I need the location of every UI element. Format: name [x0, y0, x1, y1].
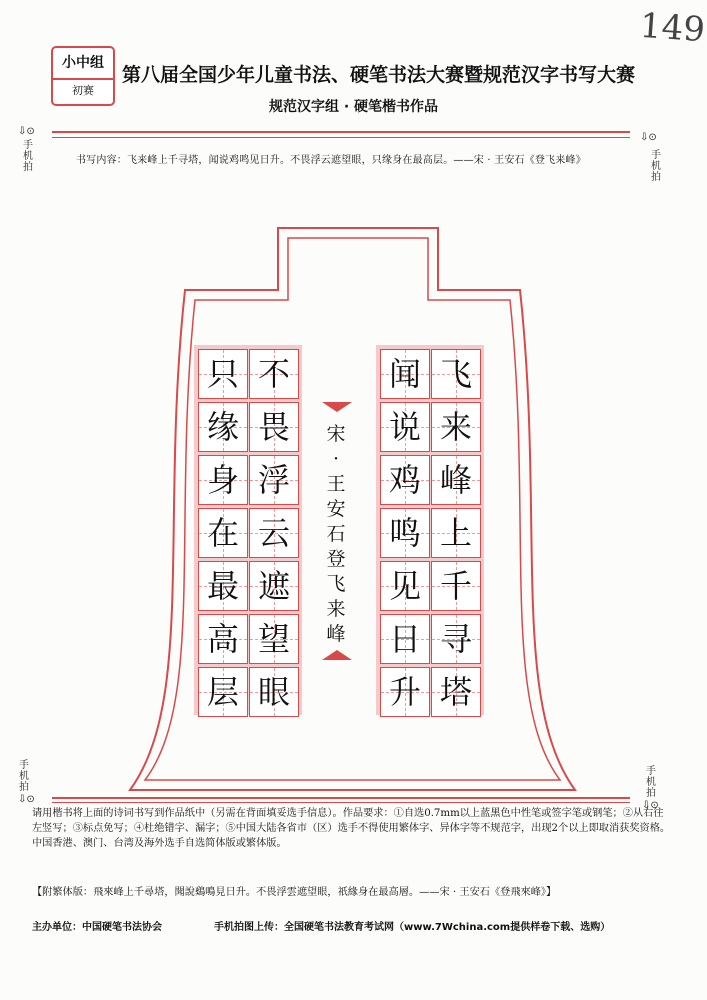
writing-content: 书写内容：飞来峰上千寻塔，闻说鸡鸣见日升。不畏浮云遮望眼，只缘身在最高层。——宋 · 王安石《登飞来峰》 [76, 155, 586, 166]
instructions [32, 806, 672, 851]
grid-cell: 身 [198, 455, 248, 505]
grid-cell: 高 [198, 614, 248, 664]
grid-cell: 上 [431, 508, 481, 558]
grid-cell: 遮 [249, 561, 299, 611]
attribution-char: 安 [326, 498, 346, 520]
grid-cell: 日 [380, 614, 430, 664]
poem-column-1 [431, 349, 481, 720]
grid-cell: 鸣 [380, 508, 430, 558]
attribution-char: 峰 [326, 623, 346, 645]
stage-label: 初赛 [72, 84, 94, 97]
phone-photo-label: 手 机 拍 [651, 150, 661, 183]
attribution-char: 来 [326, 598, 346, 620]
competition-title: 第八届全国少年儿童书法、硬笔书法大赛暨规范汉字书写大赛 [122, 64, 636, 86]
attribution-char: 飞 [326, 573, 346, 595]
organizer: 主办单位：中国硬笔书法协会 [32, 922, 162, 933]
grid-cell: 升 [380, 667, 430, 717]
grid-cell: 浮 [249, 455, 299, 505]
grid-cell: 峰 [431, 455, 481, 505]
grid-cell: 缘 [198, 402, 248, 452]
poem-column-4 [198, 349, 248, 720]
bottom-rule [52, 797, 630, 799]
grid-cell: 塔 [431, 667, 481, 717]
instructions-hk-note: 中国香港、澳门、台湾及海外选手自选简体版或繁体版。 [32, 838, 287, 849]
bottom-rule-inner [52, 802, 630, 803]
grid-cell: 在 [198, 508, 248, 558]
poem-column-3 [249, 349, 299, 720]
phone-photo-label: 手 机 拍 [19, 760, 29, 793]
grid-cell: 眼 [249, 667, 299, 717]
grid-cell: 不 [249, 349, 299, 399]
grid-cell: 最 [198, 561, 248, 611]
grid-cell: 飞 [431, 349, 481, 399]
grid-cell: 只 [198, 349, 248, 399]
grid-cell: 层 [198, 667, 248, 717]
attribution-char: 宋 [326, 423, 346, 445]
camera-icon: ⇩⊙ [642, 800, 659, 811]
grid-cell: 寻 [431, 614, 481, 664]
grid-cell: 来 [431, 402, 481, 452]
grid-cell: 千 [431, 561, 481, 611]
attribution-column [317, 406, 355, 662]
camera-icon: ⇩⊙ [640, 132, 657, 143]
camera-icon: ⇩⊙ [18, 794, 35, 805]
grid-cell: 鸡 [380, 455, 430, 505]
handwritten-page-number: 149 [638, 5, 707, 51]
phone-photo-label: 手 机 拍 [23, 140, 33, 173]
camera-icon: ⇩⊙ [18, 126, 35, 137]
category-subtitle: 规范汉字组 · 硬笔楷书作品 [268, 99, 439, 115]
grid-cell: 望 [249, 614, 299, 664]
poem-column-2 [380, 349, 430, 720]
attribution-char: · [332, 448, 340, 470]
instructions-main: 请用楷书将上面的诗词书写到作品纸中（另需在背面填妥选手信息）。作品要求：①自选0.7mm以上蓝黑色中性笔或签字笔或钢笔；②从右往左竖写；③标点免写；④杜绝错字、漏字；⑤中国大陆各省市（区）选手不得使用繁体字、异体字等不规范字，出现2个以上即取消获奖资格。 [32, 808, 671, 834]
attribution-char: 登 [326, 548, 346, 570]
grid-cell: 见 [380, 561, 430, 611]
attribution-char: 石 [326, 523, 346, 545]
grid-cell: 说 [380, 402, 430, 452]
attribution-text [317, 422, 355, 647]
group-label: 小中组 [53, 48, 113, 80]
grid-cell: 闻 [380, 349, 430, 399]
upload-info: 手机拍图上传：全国硬笔书法教育考试网（www.7Wchina.com提供样卷下载、选购） [214, 922, 611, 933]
grid-cell: 畏 [249, 402, 299, 452]
traditional-version: 【附繁体版：飛來峰上千尋塔，聞說鷄鳴見日升。不畏浮雲遮望眼，祇緣身在最高層。——宋 · 王安石《登飛來峰》】 [32, 887, 557, 898]
phone-photo-label: 手 机 拍 [646, 766, 656, 799]
attribution-char: 王 [326, 473, 346, 495]
grid-cell: 云 [249, 508, 299, 558]
